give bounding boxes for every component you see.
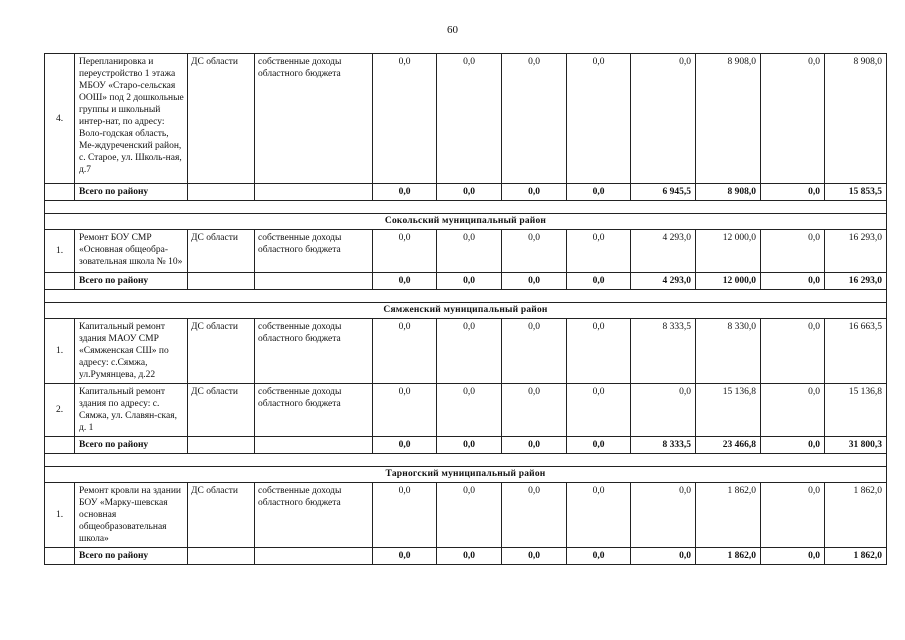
total-amount-cell: 0,0: [502, 184, 567, 201]
spacer-cell: [45, 454, 887, 467]
amount-cell: 0,0: [631, 54, 696, 184]
total-amount-cell: 0,0: [502, 273, 567, 290]
table-row: [45, 483, 887, 548]
district-total-row: [45, 273, 887, 290]
total-amount-cell: 0,0: [631, 548, 696, 565]
total-amount-cell: 15 853,5: [825, 184, 887, 201]
row-number: 1.: [45, 483, 75, 548]
table-row: [45, 319, 887, 384]
total-amount-cell: 1 862,0: [696, 548, 761, 565]
total-label: Всего по району: [75, 184, 188, 201]
amount-cell: 0,0: [502, 230, 567, 273]
total-amount-cell: 0,0: [502, 548, 567, 565]
empty-cell: [188, 437, 255, 454]
table-body: [45, 54, 887, 565]
amount-cell: 0,0: [437, 319, 502, 384]
district-total-row: [45, 548, 887, 565]
object-name: Капитальный ремонт здания МАОУ СМР «Сямженская СШ» по адресу: с.Сямжа, ул.Румянцева, д.22: [75, 319, 188, 384]
amount-cell: 4 293,0: [631, 230, 696, 273]
funding-source: собственные доходы областного бюджета: [255, 54, 373, 184]
amount-cell: 0,0: [373, 54, 437, 184]
total-amount-cell: 0,0: [567, 437, 631, 454]
amount-cell: 0,0: [502, 54, 567, 184]
amount-cell: 8 908,0: [696, 54, 761, 184]
amount-cell: 0,0: [567, 483, 631, 548]
total-amount-cell: 0,0: [437, 184, 502, 201]
total-amount-cell: 0,0: [567, 273, 631, 290]
total-amount-cell: 0,0: [437, 273, 502, 290]
amount-cell: 0,0: [373, 384, 437, 437]
amount-cell: 0,0: [373, 230, 437, 273]
empty-cell: [188, 273, 255, 290]
empty-cell: [45, 184, 75, 201]
amount-cell: 8 330,0: [696, 319, 761, 384]
amount-cell: 0,0: [502, 319, 567, 384]
total-amount-cell: 0,0: [373, 273, 437, 290]
customer-cell: ДС области: [188, 483, 255, 548]
total-amount-cell: 8 333,5: [631, 437, 696, 454]
amount-cell: 0,0: [437, 483, 502, 548]
amount-cell: 0,0: [567, 319, 631, 384]
funding-source: собственные доходы областного бюджета: [255, 483, 373, 548]
empty-cell: [45, 273, 75, 290]
amount-cell: 0,0: [373, 319, 437, 384]
amount-cell: 0,0: [567, 54, 631, 184]
total-amount-cell: 31 800,3: [825, 437, 887, 454]
amount-cell: 12 000,0: [696, 230, 761, 273]
amount-cell: 0,0: [761, 230, 825, 273]
total-amount-cell: 0,0: [373, 437, 437, 454]
amount-cell: 1 862,0: [825, 483, 887, 548]
district-title: Сямженский муниципальный район: [45, 303, 887, 319]
table-row: [45, 54, 887, 184]
district-total-row: [45, 437, 887, 454]
total-amount-cell: 23 466,8: [696, 437, 761, 454]
amount-cell: 8 333,5: [631, 319, 696, 384]
total-amount-cell: 0,0: [567, 184, 631, 201]
total-amount-cell: 0,0: [761, 273, 825, 290]
district-header-row: [45, 214, 887, 230]
spacer-cell: [45, 290, 887, 303]
empty-cell: [255, 184, 373, 201]
district-header-row: [45, 467, 887, 483]
total-amount-cell: 1 862,0: [825, 548, 887, 565]
district-total-row: [45, 184, 887, 201]
amount-cell: 0,0: [437, 384, 502, 437]
amount-cell: 0,0: [502, 384, 567, 437]
spacer-row: [45, 290, 887, 303]
total-label: Всего по району: [75, 548, 188, 565]
total-label: Всего по району: [75, 437, 188, 454]
empty-cell: [255, 273, 373, 290]
table-row: [45, 384, 887, 437]
object-name: Перепланировка и переустройство 1 этажа МБОУ «Старо-сельская ООШ» под 2 дошкольные группы и школьный интер-нат, по адресу: Воло-годская область, Ме-ждуреченский район, с. Старое, ул. Школь-ная, д.7: [75, 54, 188, 184]
customer-cell: ДС области: [188, 319, 255, 384]
empty-cell: [188, 184, 255, 201]
amount-cell: 0,0: [761, 319, 825, 384]
empty-cell: [45, 437, 75, 454]
district-header-row: [45, 303, 887, 319]
table-row: [45, 230, 887, 273]
customer-cell: ДС области: [188, 230, 255, 273]
amount-cell: 0,0: [567, 384, 631, 437]
total-amount-cell: 0,0: [761, 437, 825, 454]
total-amount-cell: 0,0: [437, 548, 502, 565]
amount-cell: 15 136,8: [825, 384, 887, 437]
amount-cell: 0,0: [631, 384, 696, 437]
row-number: 2.: [45, 384, 75, 437]
spacer-row: [45, 454, 887, 467]
total-amount-cell: 16 293,0: [825, 273, 887, 290]
amount-cell: 0,0: [631, 483, 696, 548]
amount-cell: 0,0: [567, 230, 631, 273]
row-number: 4.: [45, 54, 75, 184]
object-name: Ремонт кровли на здании БОУ «Марку-шевская основная общеобразовательная школа»: [75, 483, 188, 548]
empty-cell: [255, 548, 373, 565]
total-amount-cell: 0,0: [437, 437, 502, 454]
district-title: Сокольский муниципальный район: [45, 214, 887, 230]
budget-table: [44, 53, 887, 565]
amount-cell: 0,0: [437, 54, 502, 184]
amount-cell: 0,0: [761, 384, 825, 437]
total-amount-cell: 12 000,0: [696, 273, 761, 290]
customer-cell: ДС области: [188, 54, 255, 184]
total-label: Всего по району: [75, 273, 188, 290]
funding-source: собственные доходы областного бюджета: [255, 230, 373, 273]
object-name: Капитальный ремонт здания по адресу: с. Сямжа, ул. Славян-ская, д. 1: [75, 384, 188, 437]
total-amount-cell: 0,0: [373, 184, 437, 201]
amount-cell: 8 908,0: [825, 54, 887, 184]
district-title: Тарногский муниципальный район: [45, 467, 887, 483]
amount-cell: 0,0: [502, 483, 567, 548]
total-amount-cell: 0,0: [761, 184, 825, 201]
funding-source: собственные доходы областного бюджета: [255, 384, 373, 437]
funding-source: собственные доходы областного бюджета: [255, 319, 373, 384]
customer-cell: ДС области: [188, 384, 255, 437]
page-number: 60: [447, 24, 458, 36]
total-amount-cell: 8 908,0: [696, 184, 761, 201]
amount-cell: 0,0: [373, 483, 437, 548]
amount-cell: 16 663,5: [825, 319, 887, 384]
total-amount-cell: 6 945,5: [631, 184, 696, 201]
spacer-cell: [45, 201, 887, 214]
total-amount-cell: 4 293,0: [631, 273, 696, 290]
total-amount-cell: 0,0: [502, 437, 567, 454]
total-amount-cell: 0,0: [567, 548, 631, 565]
amount-cell: 16 293,0: [825, 230, 887, 273]
object-name: Ремонт БОУ СМР «Основная общеобра-зовательная школа № 10»: [75, 230, 188, 273]
amount-cell: 0,0: [761, 483, 825, 548]
amount-cell: 0,0: [437, 230, 502, 273]
row-number: 1.: [45, 230, 75, 273]
spacer-row: [45, 201, 887, 214]
amount-cell: 0,0: [761, 54, 825, 184]
total-amount-cell: 0,0: [373, 548, 437, 565]
row-number: 1.: [45, 319, 75, 384]
amount-cell: 1 862,0: [696, 483, 761, 548]
amount-cell: 15 136,8: [696, 384, 761, 437]
empty-cell: [255, 437, 373, 454]
empty-cell: [188, 548, 255, 565]
total-amount-cell: 0,0: [761, 548, 825, 565]
empty-cell: [45, 548, 75, 565]
